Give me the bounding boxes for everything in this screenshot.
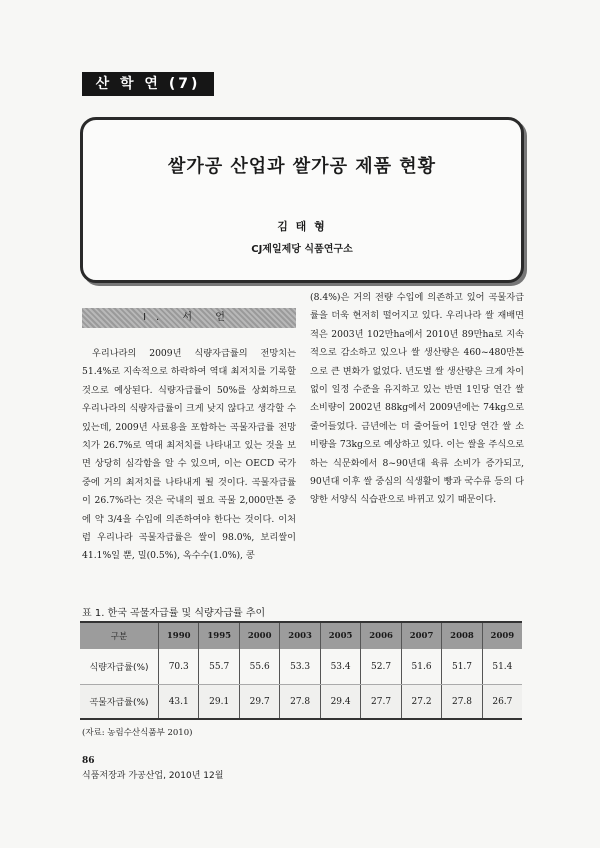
table-cell: 27.8 [442, 684, 482, 719]
table-cell: 53.3 [280, 649, 320, 684]
table-caption: 표 1. 한국 곡물자급률 및 식량자급률 추이 [82, 608, 266, 619]
body-column-right [310, 289, 524, 510]
year-header: 1990 [159, 623, 199, 649]
table-cell: 43.1 [159, 684, 199, 719]
table-cell: 29.4 [320, 684, 360, 719]
table-cell: 27.7 [361, 684, 401, 719]
year-header: 2003 [280, 623, 320, 649]
table-cell: 26.7 [482, 684, 522, 719]
body-paragraph-right: (8.4%)은 거의 전량 수입에 의존하고 있어 곡물자급률을 더욱 현저히 떨어지고 있다. 우리나라 쌀 재배면적은 2003년 102만ha에서 2010년 89만ha로 지속적으로 감소하고 있으나 쌀 생산량은 460~480만톤으로 큰 변화가 없었다. 년도별 쌀 생산량은 크게 차이 없이 일정 수준을 유지하고 있는 반면 1인당 연간 쌀 소비량이 2002년 88kg에서 2009년에는 74kg으로 줄어들었다. 금년에는 더 줄어들어 1인당 연간 쌀 소비량을 73kg으로 예상하고 있다. 이는 쌀을 주식으로 하는 식문화에서 8~90년대 육류 소비가 증가되고, 90년대 이후 쌀 중심의 식생활이 빵과 국수류 등의 다양한 서양식 식습관으로 바뀌고 있기 때문이다. [310, 292, 524, 506]
row-label: 곡물자급률(%) [89, 698, 149, 708]
table-cell: 53.4 [320, 649, 360, 684]
self-sufficiency-table [80, 623, 522, 719]
table-cell: 51.7 [442, 649, 482, 684]
table-cell: 55.7 [199, 649, 239, 684]
year-header: 2008 [442, 623, 482, 649]
table-cell: 51.4 [482, 649, 522, 684]
table-header-row [80, 623, 522, 649]
table-cell: 27.2 [401, 684, 441, 719]
table-source: (자료: 농림수산식품부 2010) [82, 728, 193, 738]
journal-footer: 식품저장과 가공산업, 2010년 12월 [82, 771, 224, 781]
title-box [80, 117, 524, 283]
table-cell: 29.7 [239, 684, 279, 719]
header-label: 구분 [110, 632, 128, 642]
series-tag: 산 학 연 (7) [82, 72, 214, 96]
table-row [80, 684, 522, 719]
table-cell: 27.8 [280, 684, 320, 719]
table-row [80, 649, 522, 684]
year-header: 2005 [320, 623, 360, 649]
author-affiliation: CJ제일제당 식품연구소 [251, 244, 353, 255]
year-header: 2006 [361, 623, 401, 649]
table-row-divider [80, 684, 522, 685]
row-label: 식량자급률(%) [89, 663, 149, 673]
year-header: 2000 [239, 623, 279, 649]
page-number: 86 [82, 756, 95, 766]
article-title: 쌀가공 산업과 쌀가공 제품 현황 [167, 156, 437, 177]
year-header: 2007 [401, 623, 441, 649]
year-header: 2009 [482, 623, 522, 649]
table-cell: 29.1 [199, 684, 239, 719]
table-cell: 52.7 [361, 649, 401, 684]
table-bottom-rule [80, 718, 522, 720]
body-column-left [82, 345, 296, 566]
body-paragraph-left: 우리나라의 2009년 식량자급률의 전망치는 51.4%로 지속적으로 하락하여 역대 최저치를 기록할 것으로 예상된다. 식량자급률이 50%를 상회하므로 우리나라의 식량자급률이 크게 낮지 않다고 생각할 수 있는데, 2009년 사료용을 포함하는 곡물자급률 전망치가 26.7%로 역대 최저치를 나타내고 있는 것을 보면 상당히 심각함을 알 수 있으며, 이는 OECD 국가 중에 거의 최저치를 나타내게 될 것이다. 곡물자급률이 26.7%라는 것은 국내의 필요 곡물 2,000만톤 중에 약 3/4을 수입에 의존하여야 한다는 것이다. 이처럼 우리나라 곡물자급률은 쌀이 98.0%, 보리쌀이 41.1%일 뿐, 밀(0.5%), 옥수수(1.0%), 콩 [82, 348, 296, 562]
section-heading: I. 서 언 [82, 308, 296, 328]
table-cell: 55.6 [239, 649, 279, 684]
table-cell: 51.6 [401, 649, 441, 684]
table-cell: 70.3 [159, 649, 199, 684]
author-name: 김 태 형 [277, 220, 327, 233]
year-header: 1995 [199, 623, 239, 649]
